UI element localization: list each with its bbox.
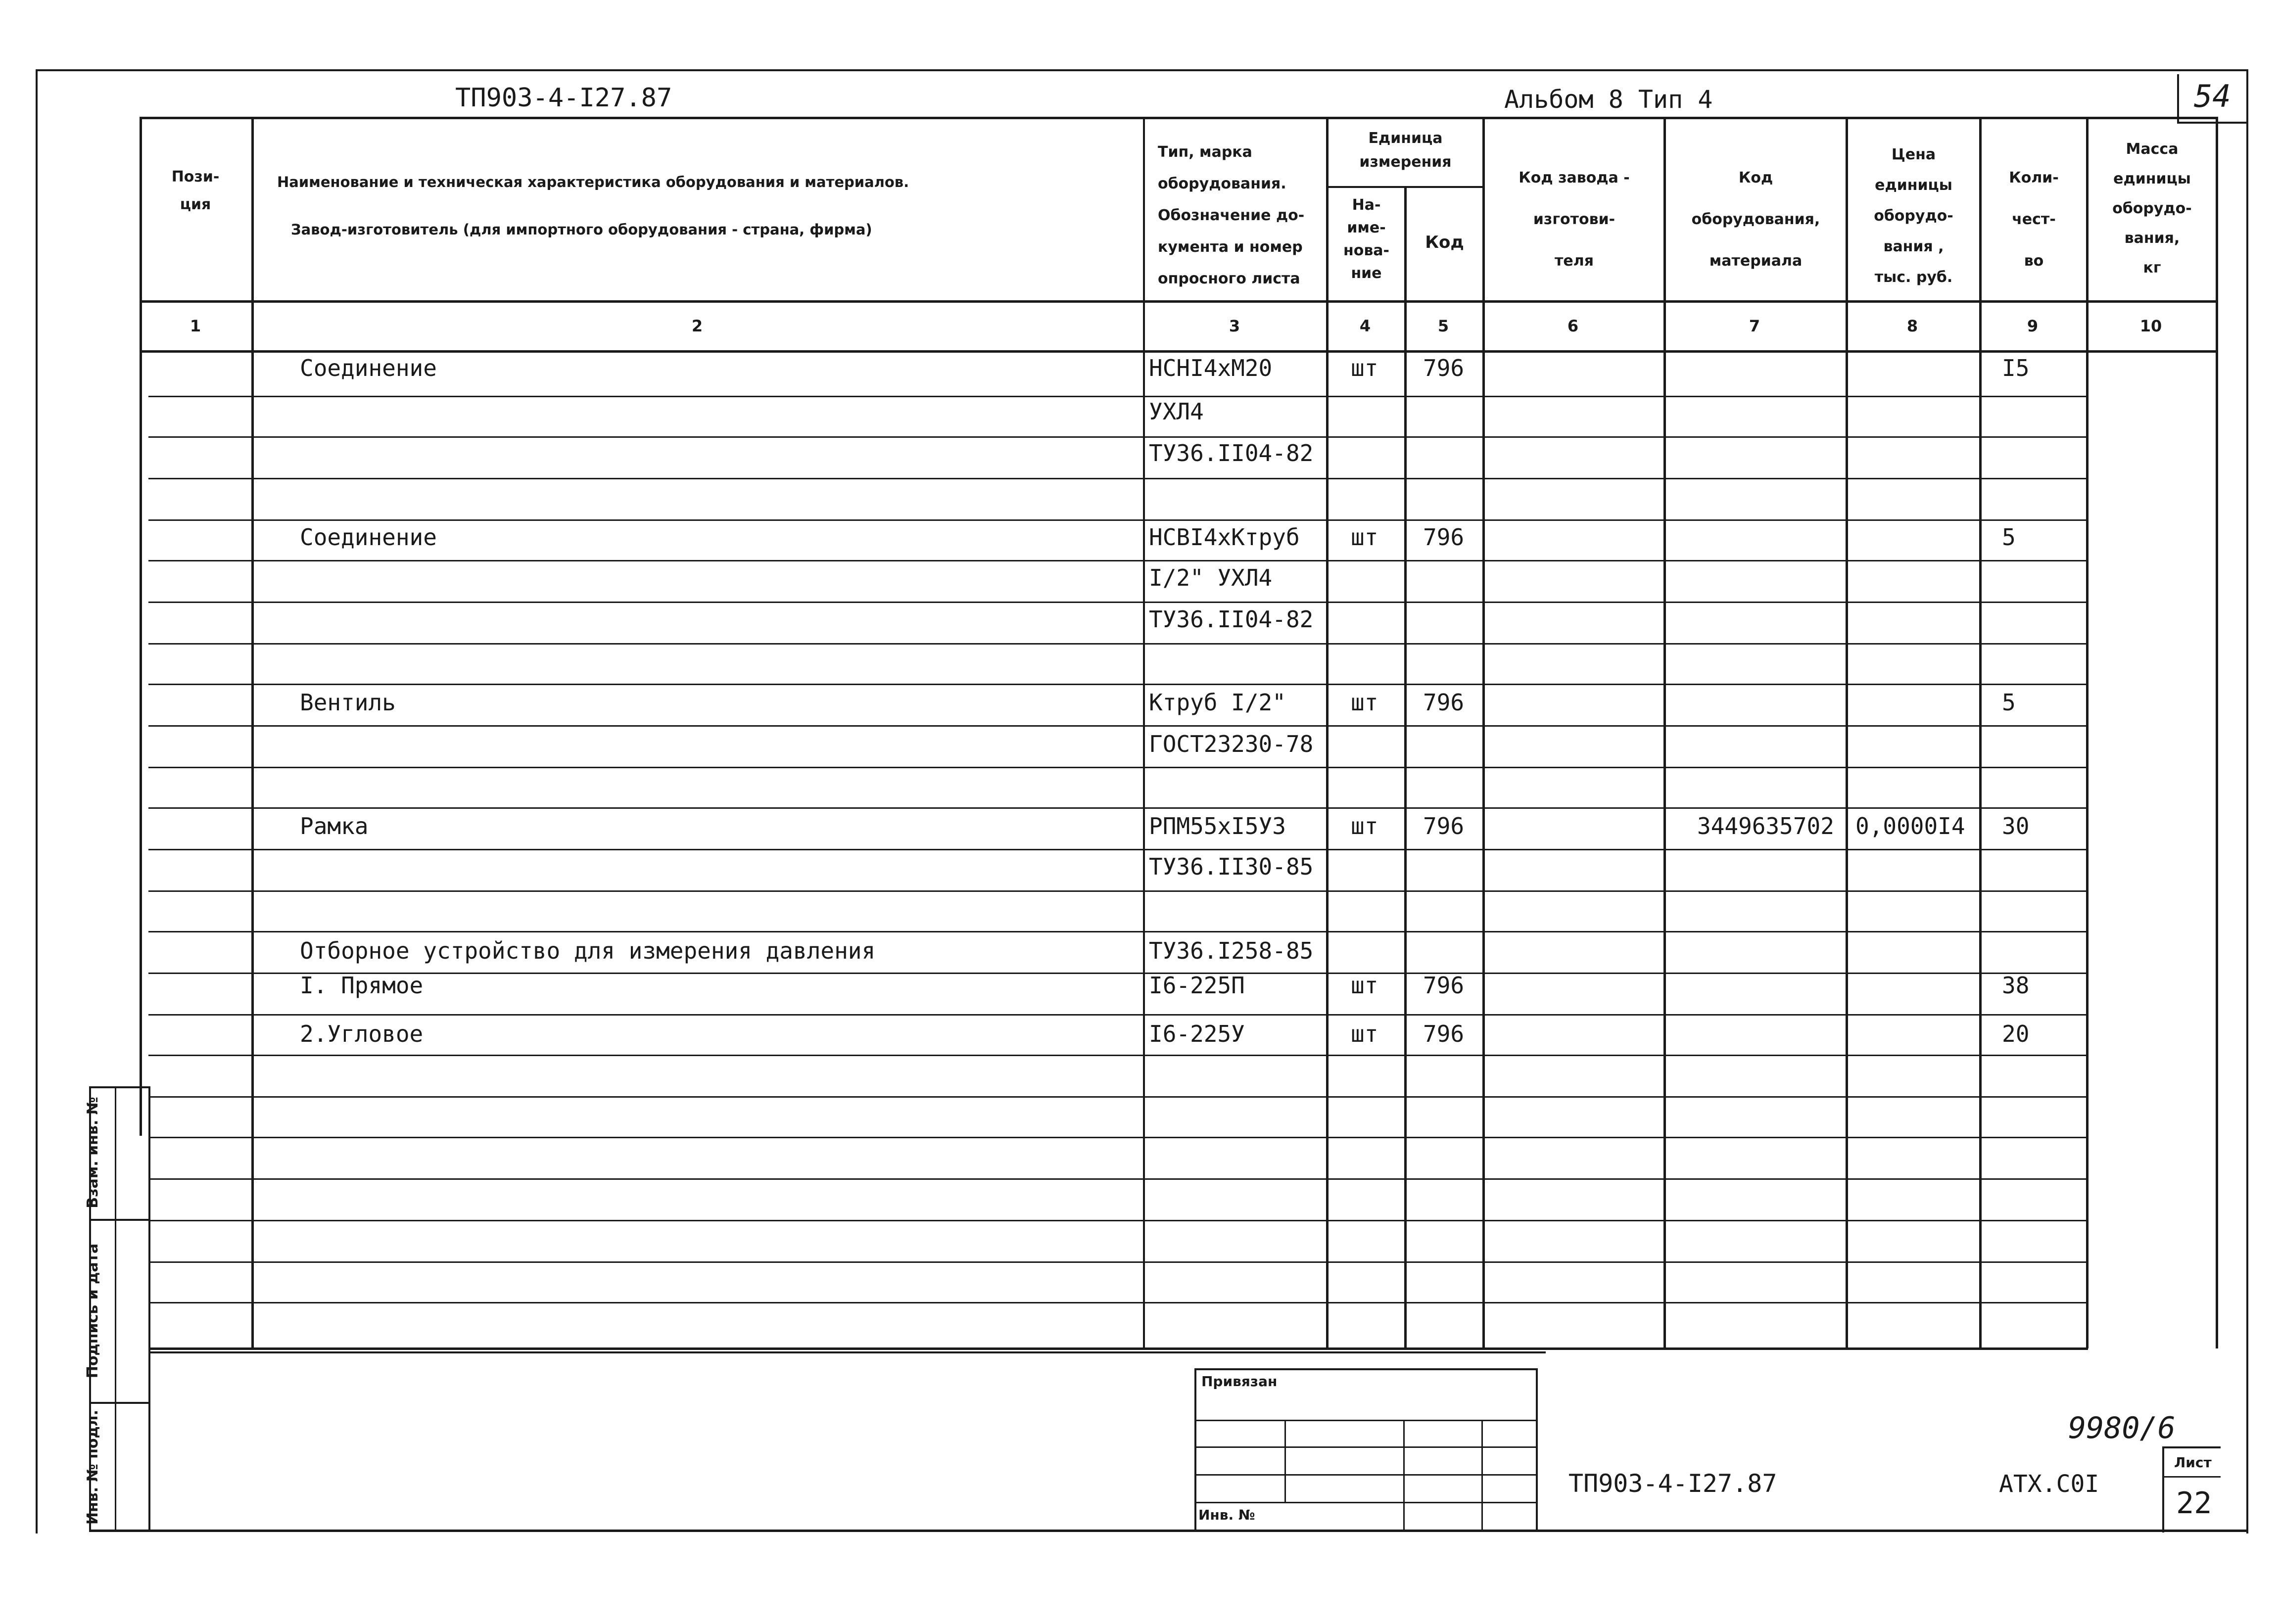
colnum-1: 1 xyxy=(190,317,201,335)
hdr-c10-line2: единицы xyxy=(2113,170,2191,187)
colnum-7: 7 xyxy=(1749,317,1760,335)
hdr-c10 xyxy=(2089,135,2216,283)
hdr-c7-line2: оборудования, xyxy=(1691,211,1820,228)
hdr-c9-line1: Коли- xyxy=(2009,169,2059,186)
hdr-c6-line3: теля xyxy=(1555,252,1594,270)
row-15-unit: шт xyxy=(1351,972,1378,999)
colnum-4: 4 xyxy=(1359,317,1371,335)
stamp-privyazan: Привязан xyxy=(1201,1373,1278,1390)
colnum-6: 6 xyxy=(1567,317,1579,335)
row-line xyxy=(148,1096,2088,1098)
row-4-code: 796 xyxy=(1423,524,1465,551)
stamp-list-label: Лист xyxy=(2174,1454,2212,1471)
row-11-name: Рамка xyxy=(300,813,369,839)
vline-3 xyxy=(1326,117,1329,1348)
row-line xyxy=(148,684,2088,685)
hdr-c1 xyxy=(140,163,251,219)
row-line xyxy=(148,396,2088,397)
row-11-unit: шт xyxy=(1351,813,1378,839)
frame-top xyxy=(36,69,2247,71)
row-11-code: 796 xyxy=(1423,813,1465,839)
hdr-c10-line4: вания, xyxy=(2124,230,2180,247)
hdr-c9-line3: во xyxy=(2024,252,2044,270)
row-15-name: I. Прямое xyxy=(300,972,424,999)
vline-0 xyxy=(140,117,142,1136)
side-label-inv-podl: Инв. № подл. xyxy=(84,1409,101,1525)
row-line xyxy=(148,1220,2088,1221)
row-line xyxy=(148,602,2088,603)
row-line xyxy=(148,931,2088,932)
hdr-c3-line2: оборудования. xyxy=(1158,175,1286,192)
stamp-list-box xyxy=(2162,1446,2221,1532)
vline-6 xyxy=(1663,117,1666,1348)
table-num-bottom xyxy=(140,350,2218,353)
hdr-c10-line3: оборудо- xyxy=(2112,200,2192,217)
row-4-type: НСВI4хКтруб xyxy=(1149,524,1300,551)
row-6-type: ТУ36.II04-82 xyxy=(1149,606,1314,633)
frame-left xyxy=(36,69,38,1533)
table-hdr-bottom xyxy=(140,300,2218,303)
row-8-unit: шт xyxy=(1351,689,1378,716)
stamp-box-left xyxy=(1194,1368,1196,1531)
hdr-c6-line1: Код завода - xyxy=(1519,169,1630,186)
side-label-vzam: Взам. инв. № xyxy=(84,1097,101,1208)
table-top xyxy=(140,117,2218,119)
hdr-c5: Код xyxy=(1425,232,1464,252)
side-strip-div1 xyxy=(89,1219,150,1221)
hdr-c8-line4: вания , xyxy=(1883,238,1944,255)
vline-10 xyxy=(2216,117,2218,1348)
row-line xyxy=(148,1014,2088,1016)
vline-8 xyxy=(1979,117,1982,1348)
hdr-c8-line5: тыс. руб. xyxy=(1874,269,1953,286)
row-line xyxy=(148,767,2088,768)
hdr-c1-line2: ция xyxy=(180,196,211,213)
stamp-box-right xyxy=(1536,1368,1538,1531)
row-line xyxy=(148,1178,2088,1180)
frame-right xyxy=(2246,69,2248,1533)
stamp-row2 xyxy=(1194,1446,1537,1448)
vline-9 xyxy=(2086,117,2089,1348)
hdr-c4-line4: ние xyxy=(1351,265,1382,282)
hdr-c2-line1: Наименование и техническая характеристика оборудования и материалов. xyxy=(277,174,909,190)
stamp-inv-no: Инв. № xyxy=(1198,1507,1255,1523)
hdr-c2 xyxy=(277,158,1118,253)
hdr-c7-line1: Код xyxy=(1738,169,1773,186)
row-16-qty: 20 xyxy=(2002,1021,2030,1047)
row-line xyxy=(148,1137,2088,1138)
row-8-code: 796 xyxy=(1423,689,1465,716)
row-4-name: Соединение xyxy=(300,524,437,551)
row-line xyxy=(148,519,2088,521)
row-line xyxy=(148,643,2088,645)
row-line xyxy=(148,973,2088,974)
hdr-c4-line1: На- xyxy=(1352,196,1381,214)
row-0-type: НСНI4хМ20 xyxy=(1149,355,1273,381)
row-11-mat-code: 3449635702 xyxy=(1697,813,1834,839)
row-2-type: ТУ36.II04-82 xyxy=(1149,440,1314,466)
stamp-top xyxy=(148,1351,1546,1353)
vline-5 xyxy=(1482,117,1485,1348)
colnum-3: 3 xyxy=(1229,317,1240,335)
hdr-c45-group xyxy=(1329,127,1482,174)
hdr-c9-line2: чест- xyxy=(2012,211,2056,228)
stamp-doc-code: ТП903-4-I27.87 xyxy=(1568,1469,1777,1498)
side-strip-vdiv xyxy=(115,1086,116,1531)
hdr-c9 xyxy=(1982,157,2086,282)
hdr-c4-line2: име- xyxy=(1347,219,1386,236)
stamp-list-divider xyxy=(2164,1476,2221,1478)
row-line xyxy=(148,436,2088,438)
hdr-c3-line5: опросного листа xyxy=(1158,270,1300,287)
row-14-type: ТУ36.I258-85 xyxy=(1149,937,1314,964)
colnum-10: 10 xyxy=(2139,317,2162,335)
hdr-c3 xyxy=(1145,137,1326,295)
stamp-col3 xyxy=(1481,1420,1483,1531)
stamp-list-number: 22 xyxy=(2176,1486,2212,1521)
hdr-c45-line1: Единица xyxy=(1368,130,1443,147)
row-line xyxy=(148,849,2088,850)
stamp-row3 xyxy=(1194,1474,1537,1476)
hdr-c4-line3: нова- xyxy=(1343,242,1390,259)
stamp-box-top xyxy=(1194,1368,1537,1370)
frame-bottom xyxy=(89,1530,2248,1532)
stamp-row1 xyxy=(1194,1420,1537,1421)
colnum-2: 2 xyxy=(691,317,703,335)
hdr-c10-line1: Масса xyxy=(2126,140,2179,158)
hdr-c8-line3: оборудо- xyxy=(1874,207,1953,225)
stamp-col2 xyxy=(1403,1420,1405,1531)
row-15-code: 796 xyxy=(1423,972,1465,999)
hdr-c3-line1: Тип, марка xyxy=(1158,143,1252,161)
row-12-type: ТУ36.II30-85 xyxy=(1149,853,1314,880)
hdr-c45-line2: измерения xyxy=(1359,153,1452,171)
row-line xyxy=(148,1302,2088,1303)
vline-1 xyxy=(251,117,254,1348)
stamp-row4 xyxy=(1194,1502,1537,1503)
row-5-type: I/2" УХЛ4 xyxy=(1149,564,1273,591)
row-16-type: I6-225У xyxy=(1149,1021,1245,1047)
row-1-type: УХЛ4 xyxy=(1149,398,1204,425)
row-line xyxy=(148,890,2088,892)
row-4-qty: 5 xyxy=(2002,524,2016,551)
row-8-name: Вентиль xyxy=(300,689,396,716)
colnum-5: 5 xyxy=(1437,317,1449,335)
row-line xyxy=(148,725,2088,727)
vline-7 xyxy=(1846,117,1848,1348)
side-label-podpis: Подпись и дата xyxy=(84,1243,101,1379)
hdr-c6-line2: изготови- xyxy=(1533,211,1615,228)
row-0-name: Соединение xyxy=(300,355,437,381)
vline-2 xyxy=(1143,117,1145,1348)
colnum-8: 8 xyxy=(1906,317,1918,335)
row-8-qty: 5 xyxy=(2002,689,2016,716)
row-0-unit: шт xyxy=(1351,355,1378,381)
stamp-col1 xyxy=(1284,1420,1286,1502)
row-line xyxy=(148,478,2088,479)
row-9-type: ГОСТ23230-78 xyxy=(1149,731,1314,757)
table-bottom xyxy=(148,1347,2088,1350)
hdr-c8-line1: Цена xyxy=(1891,146,1936,163)
row-16-code: 796 xyxy=(1423,1021,1465,1047)
row-line xyxy=(148,807,2088,809)
hdr-c7 xyxy=(1666,157,1846,282)
row-14-name: Отборное устройство для измерения давления xyxy=(300,937,876,964)
row-line xyxy=(148,1055,2088,1056)
hdr-c3-line4: кумента и номер xyxy=(1158,238,1303,256)
hdr-c10-line5: кг xyxy=(2143,259,2161,277)
hdr-c8 xyxy=(1848,139,1979,293)
row-11-price: 0,0000I4 xyxy=(1855,813,1965,839)
page-number-text: 54 xyxy=(2194,78,2231,114)
colnum-9: 9 xyxy=(2027,317,2039,335)
row-16-unit: шт xyxy=(1351,1021,1378,1047)
hdr-c2-line2: Завод-изготовитель (для импортного оборудования - страна, фирма) xyxy=(291,221,872,238)
row-15-type: I6-225П xyxy=(1149,972,1245,999)
stamp-handwritten: 9980/6 xyxy=(2068,1411,2176,1445)
hdr-c1-line1: Пози- xyxy=(171,168,220,186)
side-strip-right xyxy=(148,1086,150,1531)
header-doc-code: ТП903-4-I27.87 xyxy=(455,83,672,113)
row-line xyxy=(148,560,2088,561)
row-15-qty: 38 xyxy=(2002,972,2030,999)
page-number xyxy=(2177,74,2248,124)
row-0-code: 796 xyxy=(1423,355,1465,381)
row-16-name: 2.Угловое xyxy=(300,1021,424,1047)
row-4-unit: шт xyxy=(1351,524,1378,551)
header-album: Альбом 8 Тип 4 xyxy=(1504,85,1713,114)
stamp-section: АТХ.С0I xyxy=(1999,1470,2099,1498)
hdr-c4 xyxy=(1329,194,1404,285)
row-11-type: РПМ55хI5У3 xyxy=(1149,813,1286,839)
hdr-c8-line2: единицы xyxy=(1875,177,1952,194)
row-0-qty: I5 xyxy=(2002,355,2030,381)
row-line xyxy=(148,1261,2088,1263)
row-11-qty: 30 xyxy=(2002,813,2030,839)
hdr-c3-line3: Обозначение до- xyxy=(1158,207,1305,224)
hdr-c7-line3: материала xyxy=(1709,252,1803,270)
hdr-c6 xyxy=(1485,157,1663,282)
row-8-type: Ктруб I/2" xyxy=(1149,689,1286,716)
